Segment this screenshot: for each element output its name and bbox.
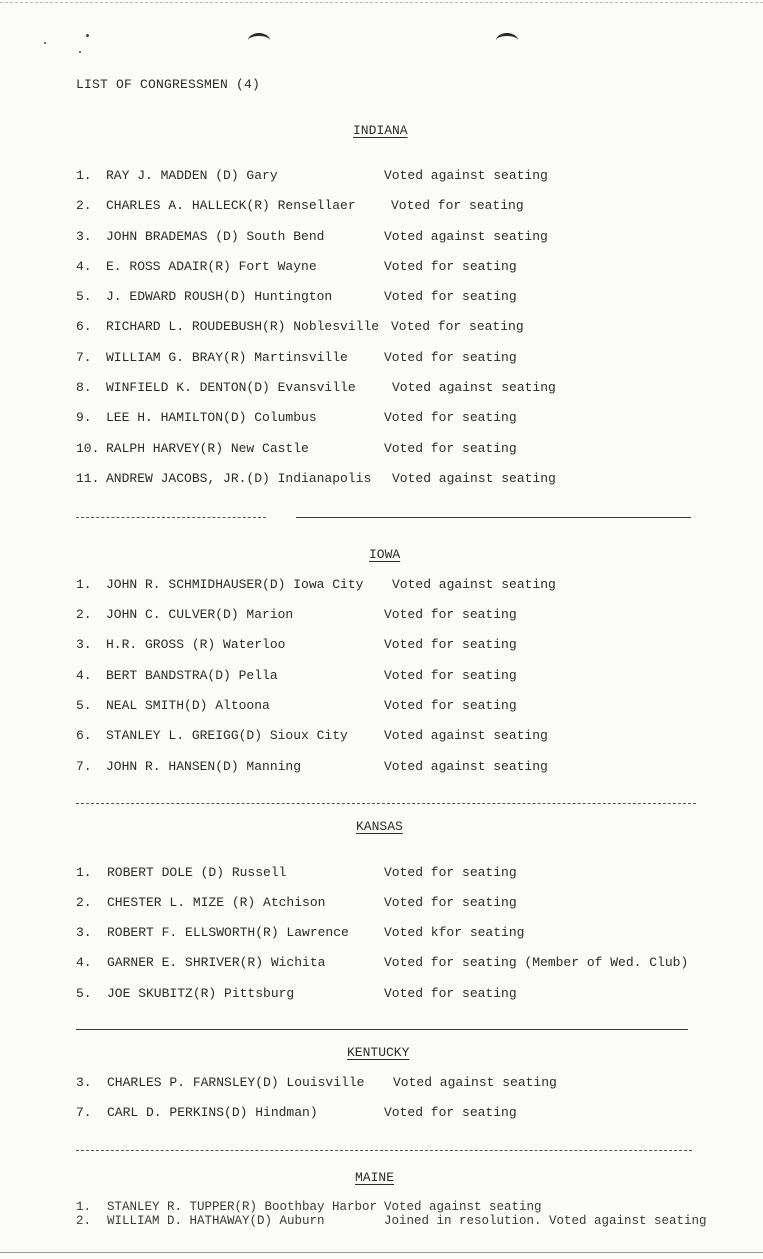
item-number: 4. [76,955,92,970]
list-item [76,986,763,1004]
vote-status: Voted for seating [384,441,517,456]
list-item [76,319,763,337]
state-heading-indiana: INDIANA [353,123,408,138]
congressman-name: BERT BANDSTRA(D) Pella [106,668,278,683]
vote-status: Voted against seating [384,759,548,774]
vote-status: Voted against seating [392,380,556,395]
list-item [76,410,763,428]
bottom-edge-line [0,1252,763,1253]
list-item [76,728,763,746]
item-number: 5. [76,289,92,304]
list-item [76,1105,763,1123]
list-item [76,759,763,777]
vote-status: Voted for seating [391,198,524,213]
vote-status: Voted against seating [384,728,548,743]
congressman-name: CHESTER L. MIZE (R) Atchison [107,895,326,910]
item-number: 9. [76,410,92,425]
vote-status: Voted against seating [384,229,548,244]
item-number: 10. [76,441,100,456]
congressman-name: CHARLES P. FARNSLEY(D) Louisville [107,1075,365,1090]
item-number: 1. [76,1200,92,1214]
congressman-name: CARL D. PERKINS(D) Hindman) [107,1105,318,1120]
list-item [76,289,763,307]
item-number: 5. [76,698,92,713]
list-item [76,607,763,625]
state-heading-kentucky: KENTUCKY [347,1045,410,1060]
section-divider [76,1029,688,1030]
vote-status: Voted for seating [384,350,517,365]
list-item [76,1214,763,1232]
congressman-name: CHARLES A. HALLECK(R) Rensellaer [106,198,356,213]
state-heading-kansas: KANSAS [356,819,403,834]
congressman-name: RALPH HARVEY(R) New Castle [106,441,309,456]
vote-status: Voted against seating [384,1200,542,1214]
congressman-name: H.R. GROSS (R) Waterloo [106,637,286,652]
list-item [76,441,763,459]
vote-status: Voted for seating [384,698,517,713]
section-divider [76,517,266,518]
item-number: 7. [76,1105,92,1120]
congressman-name: ROBERT F. ELLSWORTH(R) Lawrence [107,925,349,940]
congressman-name: JOHN C. CULVER(D) Marion [106,607,294,622]
item-number: 2. [76,1214,92,1228]
vote-status: Voted for seating [384,1105,517,1120]
item-number: 6. [76,728,92,743]
speck [79,51,81,53]
congressman-name: WILLIAM D. HATHAWAY(D) Auburn [107,1214,325,1228]
vote-status: Voted against seating [384,168,548,183]
list-item [76,865,763,883]
list-item [76,168,763,186]
item-number: 3. [76,1075,92,1090]
vote-status: Voted for seating [384,637,517,652]
vote-status: Voted against seating [393,1075,557,1090]
vote-status: Voted for seating (Member of Wed. Club) [384,955,689,970]
section-divider [76,803,696,804]
list-item [76,198,763,216]
congressman-name: GARNER E. SHRIVER(R) Wichita [107,955,326,970]
congressman-name: E. ROSS ADAIR(R) Fort Wayne [106,259,317,274]
list-item [76,895,763,913]
congressman-name: JOHN BRADEMAS (D) South Bend [106,229,325,244]
vote-status: Voted for seating [391,319,524,334]
congressman-name: JOE SKUBITZ(R) Pittsburg [107,986,295,1001]
congressman-name: ROBERT DOLE (D) Russell [107,865,287,880]
vote-status: Voted for seating [384,668,517,683]
item-number: 4. [76,259,92,274]
list-item [76,380,763,398]
punch-hole-mark-left [248,33,270,48]
vote-status: Voted kfor seating [384,925,525,940]
congressman-name: STANLEY L. GREIGG(D) Sioux City [106,728,348,743]
list-item [76,259,763,277]
congressman-name: LEE H. HAMILTON(D) Columbus [106,410,317,425]
item-number: 6. [76,319,92,334]
vote-status: Voted for seating [384,259,517,274]
top-edge-dashes [0,2,763,3]
list-item [76,1075,763,1093]
vote-status: Voted against seating [392,471,556,486]
vote-status: Voted for seating [384,410,517,425]
item-number: 7. [76,350,92,365]
list-item [76,925,763,943]
congressman-name: JOHN R. SCHMIDHAUSER(D) Iowa City [106,577,364,592]
list-item [76,955,763,973]
list-item [76,698,763,716]
item-number: 3. [76,229,92,244]
vote-status: Voted for seating [384,865,517,880]
item-number: 8. [76,380,92,395]
section-divider [296,517,691,518]
congressman-name: NEAL SMITH(D) Altoona [106,698,270,713]
state-heading-iowa: IOWA [369,547,401,562]
item-number: 5. [76,986,92,1001]
item-number: 2. [76,607,92,622]
congressman-name: RICHARD L. ROUDEBUSH(R) Noblesville [106,319,380,334]
page-title: LIST OF CONGRESSMEN (4) [76,77,261,92]
congressman-name: J. EDWARD ROUSH(D) Huntington [106,289,333,304]
state-heading-maine: MAINE [355,1170,395,1185]
item-number: 1. [76,865,92,880]
section-divider [76,1150,692,1151]
punch-hole-mark-right [496,33,518,48]
list-item [76,577,763,595]
item-number: 1. [76,168,92,183]
speck [44,42,46,44]
item-number: 3. [76,925,92,940]
vote-status: Voted against seating [392,577,556,592]
speck [86,34,89,37]
congressman-name: STANLEY R. TUPPER(R) Boothbay Harbor [107,1200,378,1214]
list-item [76,668,763,686]
item-number: 2. [76,198,92,213]
item-number: 3. [76,637,92,652]
item-number: 2. [76,895,92,910]
item-number: 11. [76,471,100,486]
vote-status: Voted for seating [384,986,517,1001]
item-number: 1. [76,577,92,592]
vote-status: Voted for seating [384,895,517,910]
congressman-name: JOHN R. HANSEN(D) Manning [106,759,302,774]
list-item [76,471,763,489]
item-number: 4. [76,668,92,683]
congressman-name: ANDREW JACOBS, JR.(D) Indianapolis [106,471,372,486]
item-number: 7. [76,759,92,774]
congressman-name: RAY J. MADDEN (D) Gary [106,168,278,183]
congressman-name: WINFIELD K. DENTON(D) Evansville [106,380,356,395]
congressman-name: WILLIAM G. BRAY(R) Martinsville [106,350,348,365]
list-item [76,637,763,655]
list-item [76,350,763,368]
list-item [76,229,763,247]
vote-status: Voted for seating [384,607,517,622]
vote-status: Voted for seating [384,289,517,304]
vote-status: Joined in resolution. Voted against seating [384,1214,707,1228]
